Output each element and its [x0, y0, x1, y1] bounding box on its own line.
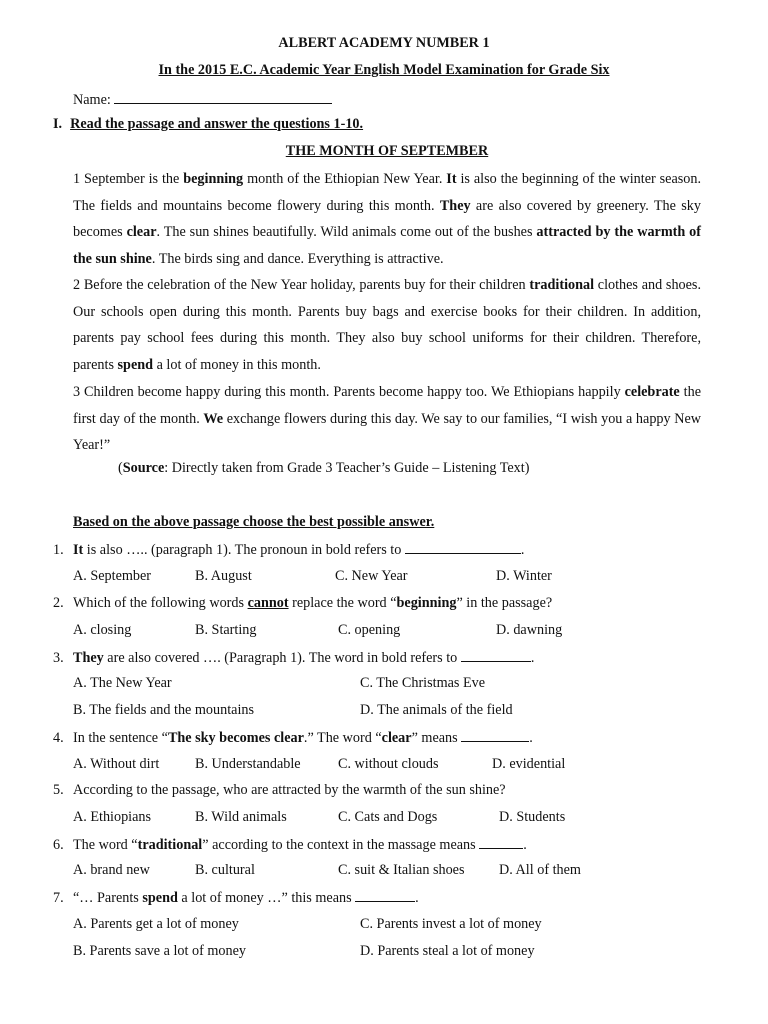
answer-blank[interactable]: [461, 649, 531, 662]
question-4: [53, 729, 533, 747]
option-4b[interactable]: B. Understandable: [195, 756, 301, 772]
option-7b[interactable]: B. Parents save a lot of money: [73, 943, 246, 959]
question-3: [53, 649, 534, 667]
bold-word: They: [439, 197, 471, 214]
school-name: ALBERT ACADEMY NUMBER 1: [278, 35, 490, 51]
text-run: . The birds sing and dance. Everything is attractive.: [151, 251, 444, 268]
question-text: is also ….. (paragraph 1). The pronoun in bold refers to: [83, 542, 405, 558]
passage-paragraph-2: [73, 272, 701, 379]
source-label: Source: [122, 460, 165, 476]
question-number: 5.: [53, 782, 64, 798]
option-7a[interactable]: A. Parents get a lot of money: [73, 916, 239, 932]
question-1: [53, 541, 524, 559]
question-number: 4.: [53, 730, 64, 746]
question-text: are also covered …. (Paragraph 1). The word in bold refers to: [103, 650, 461, 666]
text-run: .: [529, 730, 533, 746]
source-text: : Directly taken from Grade 3 Teacher’s Guide – Listening Text): [164, 460, 530, 476]
question-number: 1.: [53, 542, 64, 558]
question-number: 2.: [53, 595, 64, 611]
option-3b[interactable]: B. The fields and the mountains: [73, 702, 254, 718]
option-4a[interactable]: A. Without dirt: [73, 756, 160, 772]
question-text: .” The word “: [303, 730, 382, 746]
question-2: [53, 595, 552, 612]
text-run: are also covered by greenery. The sky becomes: [73, 197, 701, 241]
answer-blank[interactable]: [461, 729, 529, 742]
name-blank-line[interactable]: [114, 89, 332, 104]
section-number: I.: [53, 116, 63, 132]
option-6c[interactable]: C. suit & Italian shoes: [338, 862, 465, 878]
option-1d[interactable]: D. Winter: [496, 568, 552, 584]
text-run: .: [415, 890, 419, 906]
passage-paragraph-1: [73, 166, 701, 273]
questions-instruction: Based on the above passage choose the best possible answer.: [73, 514, 435, 530]
question-text: In the sentence “: [73, 730, 168, 746]
name-field: [73, 89, 332, 109]
option-3a[interactable]: A. The New Year: [73, 675, 172, 691]
text-run: .: [530, 650, 535, 666]
name-label: Name:: [73, 92, 111, 108]
option-5c[interactable]: C. Cats and Dogs: [338, 809, 438, 825]
question-text: “… Parents: [73, 890, 143, 906]
question-7: [53, 889, 419, 907]
question-number: 3.: [53, 650, 64, 666]
exam-title: In the 2015 E.C. Academic Year English Model Examination for Grade Six: [158, 62, 610, 78]
bold-phrase: The sky becomes clear: [167, 730, 304, 746]
question-6: [53, 836, 527, 854]
option-3d[interactable]: D. The animals of the field: [360, 702, 513, 718]
text-run: 3 Children become happy during this month. Parents become happy too. We Ethiopians happily: [73, 384, 625, 400]
option-6b[interactable]: B. cultural: [195, 862, 255, 878]
option-2b[interactable]: B. Starting: [195, 622, 257, 638]
question-text: ” according to the context in the massage means: [202, 837, 480, 853]
text-run: the first day of the month.: [73, 384, 701, 427]
option-3c[interactable]: C. The Christmas Eve: [360, 675, 486, 691]
text-run: month of the Ethiopian New Year.: [243, 171, 447, 187]
text-run: (: [118, 460, 123, 476]
text-run: a lot of money in this month.: [153, 357, 321, 374]
section-instruction: Read the passage and answer the questions 1-10.: [70, 116, 364, 132]
passage-title: THE MONTH OF SEPTEMBER: [285, 143, 489, 159]
option-5d[interactable]: D. Students: [499, 809, 566, 825]
option-2a[interactable]: A. closing: [73, 622, 132, 638]
text-run: 1 September is the: [73, 171, 184, 187]
question-text: a lot of money …” this means: [177, 890, 356, 906]
question-number: 6.: [53, 837, 64, 853]
question-text: The word “: [73, 837, 138, 853]
bold-word: clear: [381, 730, 412, 746]
option-6d[interactable]: D. All of them: [499, 862, 581, 878]
bold-word: celebrate: [624, 384, 680, 400]
option-4c[interactable]: C. without clouds: [338, 756, 439, 772]
question-text: ” means: [411, 730, 462, 746]
bold-word: spend: [142, 890, 178, 906]
question-text: replace the word “: [288, 595, 397, 611]
bold-word: beginning: [396, 595, 457, 611]
question-text: Which of the following words: [73, 595, 248, 611]
bold-word: beginning: [183, 171, 244, 187]
option-7d[interactable]: D. Parents steal a lot of money: [360, 943, 535, 959]
question-text: ” in the passage?: [456, 595, 553, 611]
question-5: [53, 782, 506, 799]
option-1a[interactable]: A. September: [73, 568, 152, 584]
underlined-word: cannot: [247, 595, 289, 611]
option-7c[interactable]: C. Parents invest a lot of money: [360, 916, 542, 932]
text-run: clothes and shoes. Our schools open during this month. Parents buy bags and exercise books for their children. In addition, parents pay school fees during this month. They also buy school uniforms for their children. Therefore, parents: [73, 277, 701, 374]
question-text: According to the passage, who are attracted by the warmth of the sun shine?: [73, 782, 506, 798]
bold-word: clear: [126, 224, 157, 241]
answer-blank[interactable]: [479, 836, 523, 849]
option-4d[interactable]: D. evidential: [492, 756, 566, 772]
bold-phrase: attracted by the warmth of the sun shine: [73, 224, 701, 268]
text-run: is also the beginning of the winter season. The fields and mountains become flowery during this month.: [73, 171, 702, 214]
option-5b[interactable]: B. Wild animals: [195, 809, 287, 825]
text-run: exchange flowers during this day. We say to our families, “I wish you a happy New Year!”: [73, 410, 702, 454]
option-6a[interactable]: A. brand new: [73, 862, 150, 878]
section-heading: [53, 116, 363, 133]
text-run: . The sun shines beautifully. Wild animals come out of the bushes: [156, 224, 537, 241]
bold-word: traditional: [137, 837, 203, 853]
passage-paragraph-3: [73, 379, 701, 459]
passage-source: [118, 460, 529, 477]
bold-word: traditional: [529, 277, 595, 293]
option-1b[interactable]: B. August: [195, 568, 252, 584]
bold-word: They: [73, 650, 104, 666]
bold-word: We: [203, 410, 224, 427]
text-run: .: [523, 837, 527, 853]
question-number: 7.: [53, 890, 64, 906]
bold-word: It: [73, 542, 84, 558]
answer-blank[interactable]: [405, 541, 521, 554]
option-5a[interactable]: A. Ethiopians: [73, 809, 152, 825]
answer-blank[interactable]: [355, 889, 415, 902]
text-run: .: [520, 542, 525, 558]
option-2c[interactable]: C. opening: [338, 622, 401, 638]
bold-word: spend: [117, 357, 154, 374]
option-2d[interactable]: D. dawning: [496, 622, 563, 638]
option-1c[interactable]: C. New Year: [335, 568, 408, 584]
text-run: 2 Before the celebration of the New Year holiday, parents buy for their children: [73, 277, 530, 293]
bold-word: It: [446, 171, 457, 187]
